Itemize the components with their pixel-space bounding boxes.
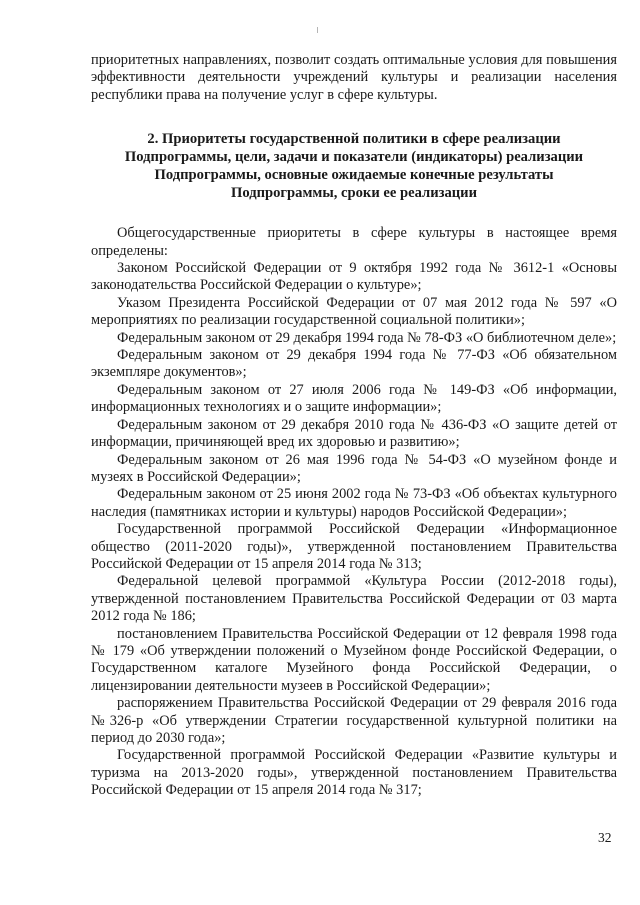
paragraph-order-326: распоряжением Правительства Российской Федерации от 29 февраля 2016 года №326-р «Об утверждении Стратегии государственной культурной политики на период до 2030 года»; xyxy=(91,695,617,746)
paragraph-law-mandatory-copy: Федеральным законом от 29 декабря 1994 года № 77-ФЗ «Об обязательном экземпляре документов»; xyxy=(91,347,617,381)
paragraph-law-museums: Федеральным законом от 26 мая 1996 года № 54-ФЗ «О музейном фонде и музеях в Российской Федерации»; xyxy=(91,451,617,485)
paragraph-law-information: Федеральным законом от 27 июля 2006 года № 149-ФЗ «Об информации, информационных технологиях и о защите информации»; xyxy=(91,381,617,416)
section-heading-line: Подпрограммы, основные ожидаемые конечные результаты xyxy=(154,167,554,184)
section-heading-line: Подпрограммы, сроки ее реализации xyxy=(230,185,477,202)
section-heading-line: Подпрограммы, цели, задачи и показатели (индикаторы) реализации xyxy=(124,149,584,166)
section-heading xyxy=(91,130,617,202)
paragraph-law-heritage: Федеральным законом от 25 июня 2002 года № 73-ФЗ «Об объектах культурного наследия (памятниках истории и культуры) народов Российской Федерации»; xyxy=(91,486,617,520)
paragraph-law-culture: Законом Российской Федерации от 9 октября 1992 года № 3612-1 «Основы законодательства Российской Федерации о культуре»; xyxy=(91,260,617,294)
paragraph-program-culture-russia: Федеральной целевой программой «Культура России (2012-2018 годы), утвержденной постановлением Правительства Российской Федерации от 03 марта 2012 года № 186; xyxy=(91,573,617,625)
section-heading-line: 2. Приоритеты государственной политики в сфере реализации xyxy=(147,131,561,148)
page-number: 32 xyxy=(598,830,612,845)
paragraph-program-culture-tourism: Государственной программой Российской Федерации «Развитие культуры и туризма на 2013-2020 годы», утвержденной постановлением Правительства Российской Федерации от 15 апреля 2014 года № 317; xyxy=(91,747,617,799)
scan-mark xyxy=(317,27,318,33)
paragraph-resolution-179: постановлением Правительства Российской Федерации от 12 февраля 1998 года № 179 «Об утверждении положений о Музейном фонде Российской Федерации, о Государственном каталоге Музейного фонда Российской Федерации, о лицензировании деятельности музеев в Российской Федерации»; xyxy=(91,625,617,694)
paragraph-decree-597: Указом Президента Российской Федерации от 07 мая 2012 года № 597 «О мероприятиях по реализации государственной социальной политики»; xyxy=(91,294,617,329)
paragraph-law-child-protection: Федеральным законом от 29 декабря 2010 года № 436-ФЗ «О защите детей от информации, причиняющей вред их здоровью и развитию»; xyxy=(91,416,617,451)
paragraph-law-libraries: Федеральным законом от 29 декабря 1994 года № 78-ФЗ «О библиотечном деле»; xyxy=(117,329,617,346)
document-body xyxy=(91,52,617,800)
paragraph-program-information-society: Государственной программой Российской Федерации «Информационное общество (2011-2020 годы)», утвержденной постановлением Правительства Российской Федерации от 15 апреля 2014 года № 313; xyxy=(91,521,617,572)
intro-paragraph: приоритетных направлениях, позволит создать оптимальные условия для повышения эффективности деятельности учреждений культуры и реализации населения республики права на получение услуг в сфере культуры. xyxy=(91,52,617,103)
paragraph-priorities: Общегосударственные приоритеты в сфере культуры в настоящее время определены: xyxy=(91,225,617,259)
